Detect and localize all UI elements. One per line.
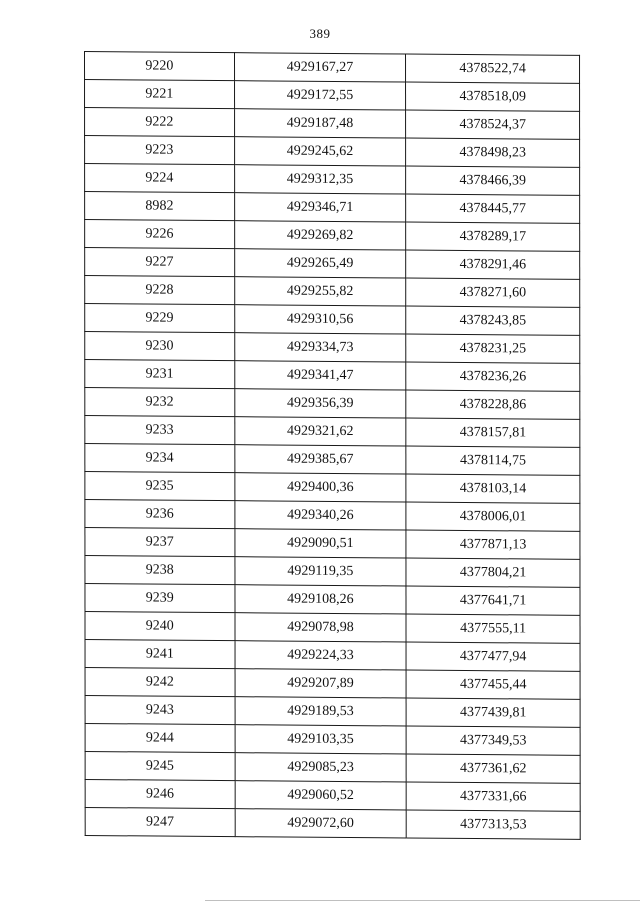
point-number-cell: 9244 <box>85 723 235 752</box>
point-number-cell: 9236 <box>85 499 235 528</box>
x-coordinate-cell: 4929312,35 <box>234 165 406 194</box>
point-number-cell: 9226 <box>85 219 235 248</box>
table-row <box>85 52 580 84</box>
table-row <box>85 667 580 699</box>
point-number-cell: 9228 <box>85 275 235 304</box>
table-row <box>85 695 580 727</box>
table-row <box>85 303 580 335</box>
table-row <box>85 136 580 168</box>
y-coordinate-cell: 4378231,25 <box>406 334 580 363</box>
y-coordinate-cell: 4377313,53 <box>406 810 580 839</box>
y-coordinate-cell: 4378271,60 <box>406 278 580 307</box>
coordinates-table <box>84 51 581 840</box>
x-coordinate-cell: 4929108,26 <box>235 585 407 614</box>
bottom-divider <box>205 900 640 901</box>
x-coordinate-cell: 4929103,35 <box>235 725 407 754</box>
table-row <box>85 331 580 363</box>
y-coordinate-cell: 4378522,74 <box>406 54 580 83</box>
y-coordinate-cell: 4378243,85 <box>406 306 580 335</box>
y-coordinate-cell: 4377439,81 <box>406 698 580 727</box>
point-number-cell: 9239 <box>85 583 235 612</box>
point-number-cell: 9227 <box>85 247 235 276</box>
table-row <box>85 555 580 587</box>
x-coordinate-cell: 4929085,23 <box>235 753 407 782</box>
point-number-cell: 9237 <box>85 527 235 556</box>
x-coordinate-cell: 4929207,89 <box>235 669 407 698</box>
table-row <box>85 387 580 419</box>
point-number-cell: 9233 <box>85 415 235 444</box>
y-coordinate-cell: 4378103,14 <box>406 474 580 503</box>
table-row <box>85 583 580 615</box>
point-number-cell: 9247 <box>85 807 235 836</box>
x-coordinate-cell: 4929321,62 <box>234 417 406 446</box>
y-coordinate-cell: 4378291,46 <box>406 250 580 279</box>
table-row <box>85 471 580 503</box>
x-coordinate-cell: 4929334,73 <box>234 333 406 362</box>
y-coordinate-cell: 4378289,17 <box>406 222 580 251</box>
table-row <box>85 415 580 447</box>
coordinates-table-body <box>85 52 581 840</box>
y-coordinate-cell: 4377871,13 <box>406 530 580 559</box>
table-row <box>85 359 580 391</box>
point-number-cell: 9245 <box>85 751 235 780</box>
x-coordinate-cell: 4929255,82 <box>234 277 406 306</box>
table-row <box>85 499 580 531</box>
point-number-cell: 9241 <box>85 639 235 668</box>
y-coordinate-cell: 4377455,44 <box>406 670 580 699</box>
y-coordinate-cell: 4378498,23 <box>406 138 580 167</box>
table-row <box>85 611 580 643</box>
page-number: 389 <box>309 26 331 41</box>
point-number-cell: 9240 <box>85 611 235 640</box>
table-row <box>85 275 580 307</box>
table-row <box>85 723 580 755</box>
x-coordinate-cell: 4929072,60 <box>235 809 407 838</box>
x-coordinate-cell: 4929172,55 <box>234 81 406 110</box>
point-number-cell: 9235 <box>85 471 235 500</box>
x-coordinate-cell: 4929189,53 <box>235 697 407 726</box>
y-coordinate-cell: 4377555,11 <box>406 614 580 643</box>
x-coordinate-cell: 4929265,49 <box>234 249 406 278</box>
point-number-cell: 9243 <box>85 695 235 724</box>
y-coordinate-cell: 4377349,53 <box>406 726 580 755</box>
y-coordinate-cell: 4378518,09 <box>406 82 580 111</box>
x-coordinate-cell: 4929346,71 <box>234 193 406 222</box>
table-row <box>85 191 580 223</box>
table-row <box>85 219 580 251</box>
y-coordinate-cell: 4378114,75 <box>406 446 580 475</box>
point-number-cell: 9238 <box>85 555 235 584</box>
point-number-cell: 9224 <box>85 164 235 193</box>
x-coordinate-cell: 4929090,51 <box>235 529 407 558</box>
x-coordinate-cell: 4929060,52 <box>235 781 407 810</box>
point-number-cell: 8982 <box>85 191 235 220</box>
y-coordinate-cell: 4378236,26 <box>406 362 580 391</box>
y-coordinate-cell: 4378524,37 <box>406 110 580 139</box>
table-row <box>85 779 580 811</box>
point-number-cell: 9231 <box>85 359 235 388</box>
y-coordinate-cell: 4378466,39 <box>406 166 580 195</box>
point-number-cell: 9234 <box>85 443 235 472</box>
table-row <box>85 80 580 112</box>
y-coordinate-cell: 4378228,86 <box>406 390 580 419</box>
y-coordinate-cell: 4377804,21 <box>406 558 580 587</box>
x-coordinate-cell: 4929167,27 <box>234 53 406 82</box>
x-coordinate-cell: 4929341,47 <box>234 361 406 390</box>
x-coordinate-cell: 4929119,35 <box>235 557 407 586</box>
x-coordinate-cell: 4929224,33 <box>235 641 407 670</box>
x-coordinate-cell: 4929400,36 <box>234 473 406 502</box>
y-coordinate-cell: 4378157,81 <box>406 418 580 447</box>
y-coordinate-cell: 4378445,77 <box>406 194 580 223</box>
point-number-cell: 9232 <box>85 387 235 416</box>
table-row <box>85 807 580 839</box>
table-row <box>85 443 580 475</box>
table-row <box>85 751 580 783</box>
point-number-cell: 9223 <box>85 136 235 165</box>
point-number-cell: 9220 <box>85 52 235 81</box>
table-row <box>85 247 580 279</box>
x-coordinate-cell: 4929187,48 <box>234 109 406 138</box>
table-row <box>85 108 580 140</box>
x-coordinate-cell: 4929245,62 <box>234 137 406 166</box>
y-coordinate-cell: 4378006,01 <box>406 502 580 531</box>
table-row <box>85 639 580 671</box>
point-number-cell: 9221 <box>85 80 235 109</box>
x-coordinate-cell: 4929269,82 <box>234 221 406 250</box>
point-number-cell: 9242 <box>85 667 235 696</box>
x-coordinate-cell: 4929340,26 <box>234 501 406 530</box>
x-coordinate-cell: 4929078,98 <box>235 613 407 642</box>
y-coordinate-cell: 4377477,94 <box>406 642 580 671</box>
y-coordinate-cell: 4377361,62 <box>406 754 580 783</box>
point-number-cell: 9229 <box>85 303 235 332</box>
x-coordinate-cell: 4929356,39 <box>234 389 406 418</box>
y-coordinate-cell: 4377641,71 <box>406 586 580 615</box>
table-row <box>85 527 580 559</box>
x-coordinate-cell: 4929310,56 <box>234 305 406 334</box>
y-coordinate-cell: 4377331,66 <box>406 782 580 811</box>
point-number-cell: 9246 <box>85 779 235 808</box>
point-number-cell: 9230 <box>85 331 235 360</box>
x-coordinate-cell: 4929385,67 <box>234 445 406 474</box>
point-number-cell: 9222 <box>85 108 235 137</box>
table-row <box>85 164 580 196</box>
